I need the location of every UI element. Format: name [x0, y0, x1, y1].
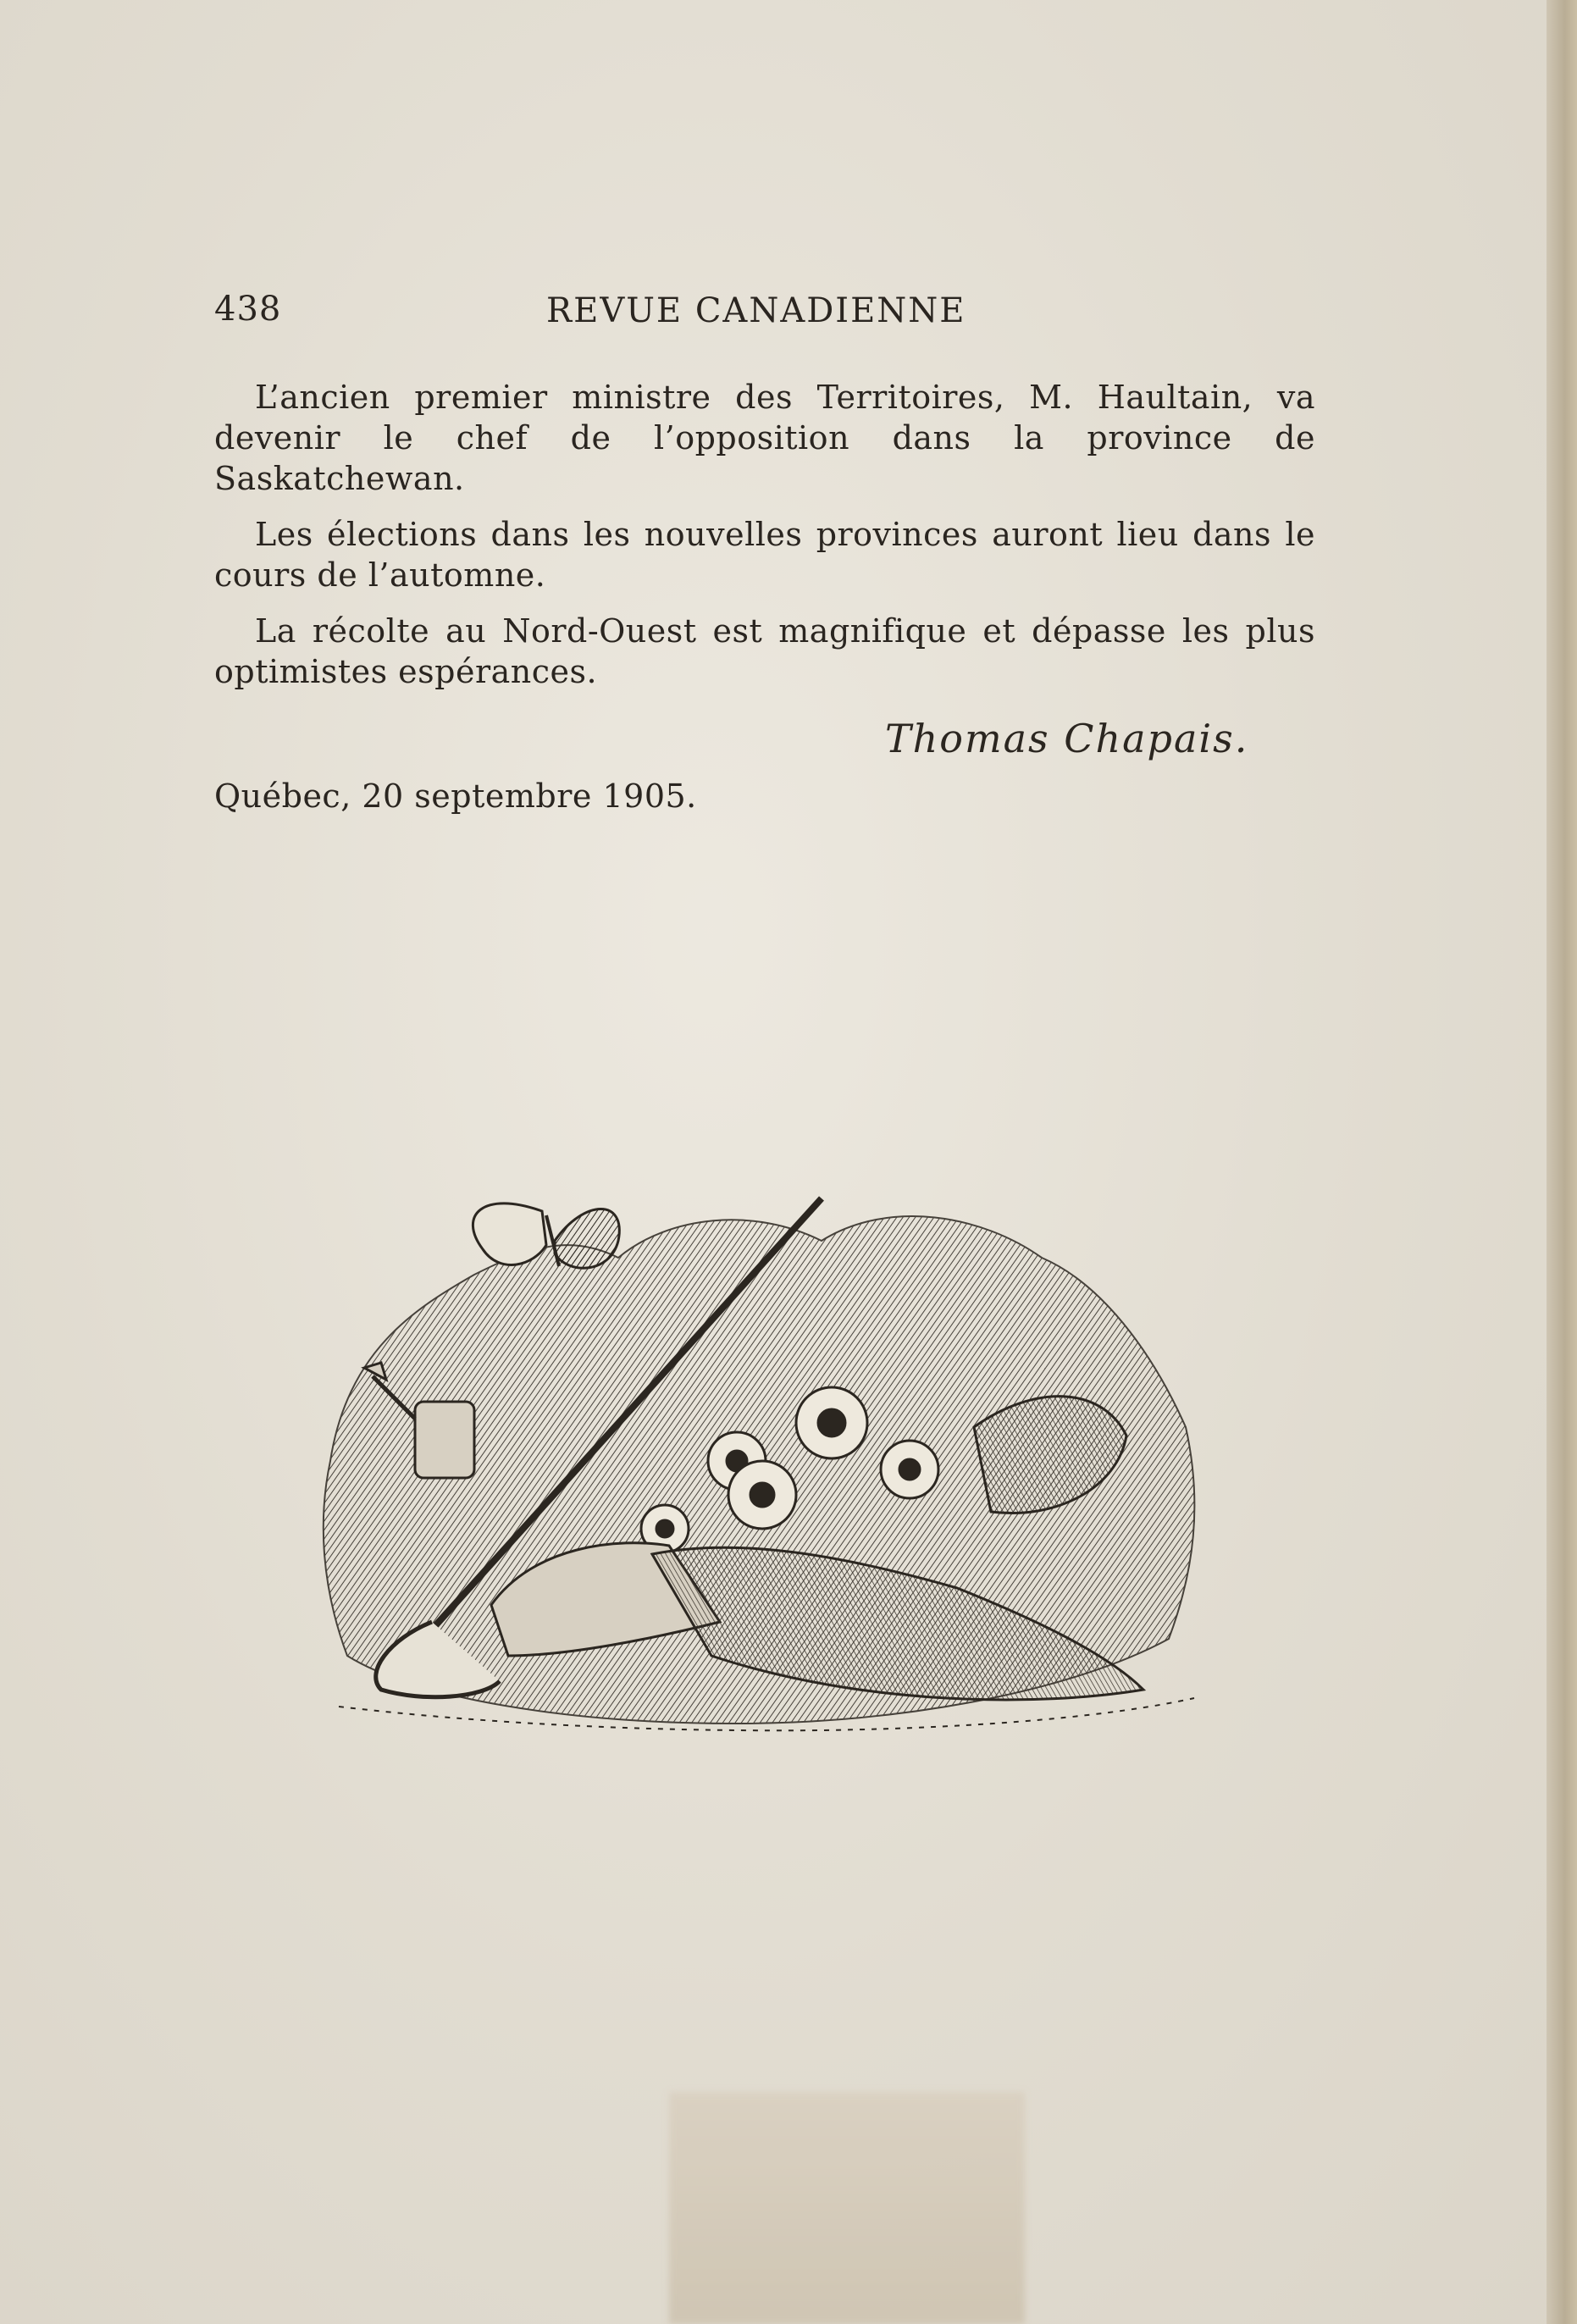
page-edge	[1547, 0, 1577, 2324]
dateline: Québec, 20 septembre 1905.	[214, 777, 697, 815]
paper-stain	[669, 2092, 1025, 2324]
harvest-vignette-illustration	[313, 1181, 1211, 1749]
paragraph: La récolte au Nord-Ouest est magnifique et dépasse les plus optimistes espérances.	[214, 612, 1315, 690]
author-signature: Thomas Chapais.	[885, 716, 1249, 761]
running-head: REVUE CANADIENNE	[546, 291, 966, 330]
page-number: 438	[214, 290, 282, 329]
paragraph: L’ancien premier ministre des Territoires, M. Haultain, va devenir le chef de l’opposition dans la province de Saskatchewan.	[214, 379, 1315, 497]
article-body	[214, 377, 1315, 707]
paragraph: Les élections dans les nouvelles provinces auront lieu dans le cours de l’automne.	[214, 516, 1315, 594]
page-header	[214, 290, 1315, 340]
